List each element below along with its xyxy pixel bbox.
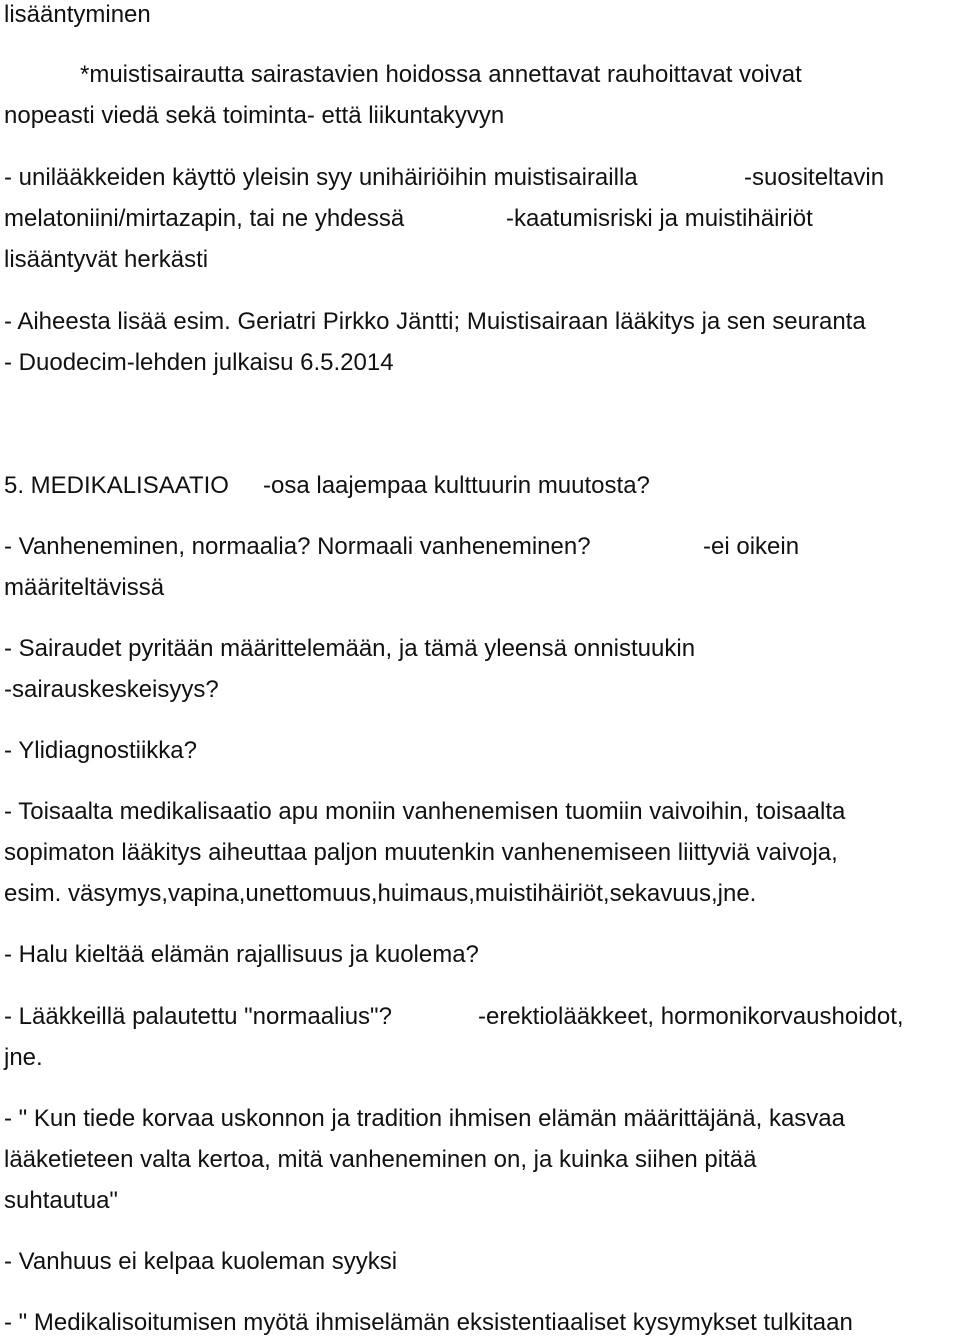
text-line: *muistisairautta sairastavien hoidossa annettavat rauhoittavat voivat [80,61,802,88]
text-line: lääketieteen valta kertoa, mitä vanheneminen on, ja kuinka siihen pitää [4,1146,757,1173]
text-line: lisääntyminen [4,1,151,28]
text-line: lisääntyvät herkästi [4,246,209,273]
text-line: suhtautua" [4,1187,118,1214]
text-line: - unilääkkeiden käyttö yleisin syy unihäiriöihin muistisairailla [4,164,638,191]
text-line: - Duodecim-lehden julkaisu 6.5.2014 [4,349,394,376]
text-line: -erektiolääkkeet, hormonikorvaushoidot, [478,1003,904,1030]
section-heading: 5. MEDIKALISAATIO [4,472,229,499]
text-line: - Aiheesta lisää esim. Geriatri Pirkko Jäntti; Muistisairaan lääkitys ja sen seuranta [4,308,866,335]
text-line: - Vanheneminen, normaalia? Normaali vanheneminen? [4,533,591,560]
text-line: nopeasti viedä sekä toiminta- että liikuntakyvyn [4,102,505,129]
text-line: - Lääkkeillä palautettu "normaalius"? [4,1003,392,1030]
text-line: -suositeltavin [744,164,885,191]
text-line: - Sairaudet pyritään määrittelemään, ja tämä yleensä onnistuukin [4,635,696,662]
text-line: - " Medikalisoitumisen myötä ihmiselämän eksistentiaaliset kysymykset tulkitaan [4,1309,853,1336]
text-line: - Ylidiagnostiikka? [4,737,197,764]
text-line: melatoniini/mirtazapin, tai ne yhdessä [4,205,405,232]
text-line: -ei oikein [703,533,800,560]
text-line: -osa laajempaa kulttuurin muutosta? [263,472,650,499]
text-line: - Halu kieltää elämän rajallisuus ja kuolema? [4,941,479,968]
text-line: -kaatumisriski ja muistihäiriöt [506,205,813,232]
text-line: määriteltävissä [4,574,165,601]
text-line: - Vanhuus ei kelpaa kuoleman syyksi [4,1248,398,1275]
text-line: jne. [4,1044,43,1071]
text-line: esim. väsymys,vapina,unettomuus,huimaus,muistihäiriöt,sekavuus,jne. [4,880,757,907]
text-line: - Toisaalta medikalisaatio apu moniin vanhenemisen tuomiin vaivoihin, toisaalta [4,798,846,825]
text-line: -sairauskeskeisyys? [4,676,219,703]
text-line: sopimaton lääkitys aiheuttaa paljon muutenkin vanhenemiseen liittyviä vaivoja, [4,839,838,866]
text-line: - " Kun tiede korvaa uskonnon ja tradition ihmisen elämän määrittäjänä, kasvaa [4,1105,845,1132]
